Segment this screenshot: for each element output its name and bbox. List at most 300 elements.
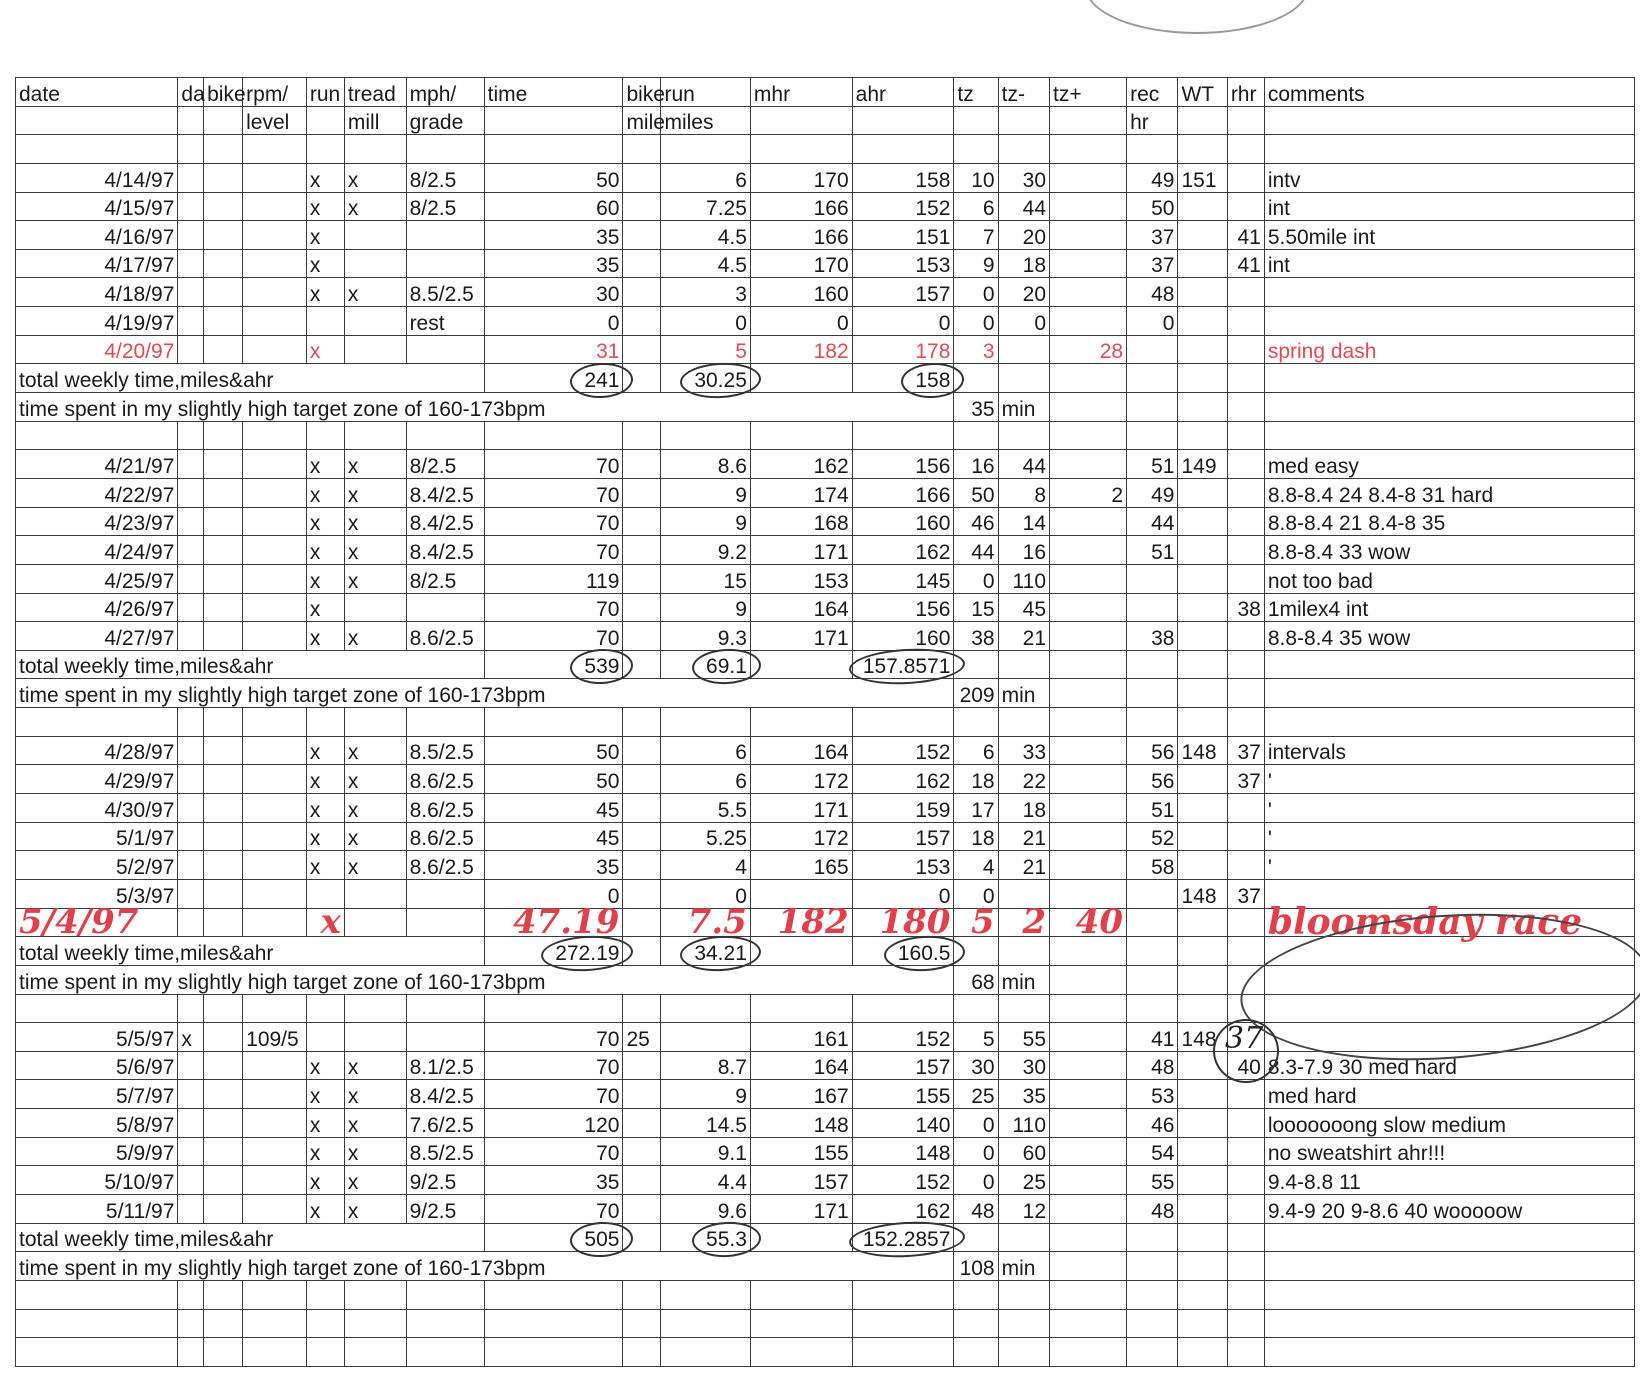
cell-mph: 9/2.5 <box>406 1194 484 1223</box>
cell-tread: x <box>344 851 406 880</box>
empty-cell <box>406 994 484 1023</box>
log-row <box>16 1194 1635 1223</box>
cell-wt: 149 <box>1178 450 1227 479</box>
empty-cell <box>484 1338 623 1367</box>
empty-cell <box>623 536 661 565</box>
cell-mhr: 170 <box>750 163 852 192</box>
cell-mhr: 153 <box>750 564 852 593</box>
cell-run: x <box>306 736 344 765</box>
empty-cell <box>204 708 243 737</box>
cell-time: 120 <box>484 1109 623 1138</box>
empty-cell <box>178 851 204 880</box>
empty-cell <box>243 478 307 507</box>
weekly-total-row <box>16 1223 1635 1252</box>
cell-comments: 8.3-7.9 30 med hard <box>1264 1051 1634 1080</box>
empty-cell <box>1178 1080 1227 1109</box>
empty-cell <box>852 994 954 1023</box>
empty-cell <box>1050 135 1127 164</box>
empty-cell <box>204 507 243 536</box>
empty-cell <box>306 421 344 450</box>
cell-date: 4/14/97 <box>16 163 178 192</box>
empty-cell <box>243 1309 307 1338</box>
empty-cell <box>243 994 307 1023</box>
empty-cell <box>1178 393 1227 422</box>
empty-cell <box>1227 564 1264 593</box>
empty-cell <box>1127 1223 1178 1252</box>
empty-cell <box>406 1338 484 1367</box>
cell-mhr: 182 <box>750 335 852 364</box>
empty-cell <box>178 1137 204 1166</box>
cell-ahr: 155 <box>852 1080 954 1109</box>
cell-tzminus: 60 <box>998 1137 1049 1166</box>
empty-cell <box>1178 622 1227 651</box>
empty-cell <box>484 1309 623 1338</box>
empty-cell <box>1178 794 1227 823</box>
cell-rec: 37 <box>1127 249 1178 278</box>
empty-cell <box>623 450 661 479</box>
cell-tread: x <box>344 1109 406 1138</box>
empty-cell <box>406 708 484 737</box>
empty-cell <box>1178 765 1227 794</box>
empty-cell <box>1127 1252 1178 1281</box>
cell-rec: 51 <box>1127 450 1178 479</box>
empty-cell <box>623 1338 661 1367</box>
empty-cell <box>1178 536 1227 565</box>
empty-cell <box>1264 278 1634 307</box>
empty-cell <box>243 851 307 880</box>
empty-cell <box>1050 278 1127 307</box>
empty-cell <box>1050 679 1127 708</box>
cell-run: x <box>306 192 344 221</box>
cell-rec: 55 <box>1127 1166 1178 1195</box>
cell-mph: 8/2.5 <box>406 192 484 221</box>
empty-cell <box>623 736 661 765</box>
log-row <box>16 507 1635 536</box>
race-ahr: 180 <box>852 908 954 937</box>
cell-time: 31 <box>484 335 623 364</box>
cell-mhr: 171 <box>750 794 852 823</box>
empty-cell <box>1050 249 1127 278</box>
cell-tz: 38 <box>954 622 998 651</box>
cell-date: 5/1/97 <box>16 822 178 851</box>
empty-cell <box>1178 278 1227 307</box>
cell-tz: 44 <box>954 536 998 565</box>
cell-mhr: 148 <box>750 1109 852 1138</box>
empty-cell <box>661 1023 750 1052</box>
empty-cell <box>243 1166 307 1195</box>
empty-cell <box>1178 1252 1227 1281</box>
empty-cell <box>1050 1194 1127 1223</box>
empty-cell <box>954 994 998 1023</box>
empty-cell <box>1050 1166 1127 1195</box>
cell-tzminus: 16 <box>998 536 1049 565</box>
empty-cell <box>1050 421 1127 450</box>
total-runmiles <box>661 937 750 966</box>
cell-mhr: 164 <box>750 736 852 765</box>
log-row <box>16 307 1635 336</box>
empty-cell <box>1227 679 1264 708</box>
circled-total-time: 272.19 <box>555 941 620 965</box>
empty-cell <box>1227 650 1264 679</box>
cell-runmiles: 6 <box>661 736 750 765</box>
empty-cell <box>1050 1338 1127 1367</box>
cell-date: 4/15/97 <box>16 192 178 221</box>
cell-time: 70 <box>484 1137 623 1166</box>
empty-cell <box>1127 679 1178 708</box>
cell-run: x <box>306 564 344 593</box>
header-comments: comments <box>1264 78 1634 107</box>
empty-cell <box>178 478 204 507</box>
circled-total-runmiles: 69.1 <box>706 655 747 679</box>
empty-cell <box>1127 364 1178 393</box>
cell-run: x <box>306 278 344 307</box>
empty-cell <box>243 1080 307 1109</box>
cell-rec: 51 <box>1127 794 1178 823</box>
cell-mph: 8/2.5 <box>406 450 484 479</box>
empty-cell <box>852 708 954 737</box>
log-row <box>16 851 1635 880</box>
empty-cell <box>178 307 204 336</box>
empty-cell <box>1227 1280 1264 1309</box>
cell-tread: x <box>344 450 406 479</box>
race-run: x <box>306 908 344 937</box>
empty-cell <box>1127 708 1178 737</box>
empty-cell <box>406 249 484 278</box>
cell-tread: x <box>344 622 406 651</box>
empty-cell <box>1050 650 1127 679</box>
empty-cell <box>178 994 204 1023</box>
cell-run: x <box>306 1166 344 1195</box>
cell-ahr: 158 <box>852 163 954 192</box>
empty-cell <box>204 1166 243 1195</box>
empty-cell <box>1227 937 1264 966</box>
empty-cell <box>750 1309 852 1338</box>
empty-cell <box>16 1338 178 1367</box>
cell-rhr: 37 <box>1227 765 1264 794</box>
empty-cell <box>1127 965 1178 994</box>
cell-comments: 9.4-8.8 11 <box>1264 1166 1634 1195</box>
cell-date: 5/8/97 <box>16 1109 178 1138</box>
cell-comments: ' <box>1264 794 1634 823</box>
empty-cell <box>623 879 661 908</box>
cell-tread: x <box>344 163 406 192</box>
empty-cell <box>344 1309 406 1338</box>
empty-cell <box>243 794 307 823</box>
cell-ahr: 153 <box>852 249 954 278</box>
empty-cell <box>750 364 852 393</box>
cell-date: 5/3/97 <box>16 879 178 908</box>
cell-tzminus: 12 <box>998 1194 1049 1223</box>
empty-cell <box>204 593 243 622</box>
cell-tzminus: 33 <box>998 736 1049 765</box>
empty-cell <box>1264 1223 1634 1252</box>
cell-mhr: 172 <box>750 765 852 794</box>
cell-runmiles: 4.5 <box>661 249 750 278</box>
cell-runmiles: 5 <box>661 335 750 364</box>
empty-cell <box>998 135 1049 164</box>
circled-total-runmiles: 30.25 <box>694 369 747 393</box>
cell-tz: 0 <box>954 1109 998 1138</box>
cell-tzminus: 30 <box>998 1051 1049 1080</box>
cell-tread: x <box>344 1194 406 1223</box>
empty-cell <box>1178 965 1227 994</box>
cell-rec: 56 <box>1127 765 1178 794</box>
race-time: 47.19 <box>484 908 623 937</box>
cell-runmiles: 9.2 <box>661 536 750 565</box>
empty-cell <box>1050 622 1127 651</box>
empty-cell <box>661 708 750 737</box>
cell-runmiles: 8.7 <box>661 1051 750 1080</box>
empty-cell <box>1264 364 1634 393</box>
cell-ahr: 160 <box>852 507 954 536</box>
cell-ahr: 160 <box>852 622 954 651</box>
cell-tread: x <box>344 478 406 507</box>
empty-cell <box>1050 794 1127 823</box>
cell-mph: 8.6/2.5 <box>406 765 484 794</box>
empty-cell <box>1050 965 1127 994</box>
empty-cell <box>204 163 243 192</box>
cell-mhr: 0 <box>750 307 852 336</box>
empty-cell <box>16 1309 178 1338</box>
cell-ahr: 156 <box>852 593 954 622</box>
empty-cell <box>306 1023 344 1052</box>
empty-cell <box>623 278 661 307</box>
cell-comments: 8.8-8.4 21 8.4-8 35 <box>1264 507 1634 536</box>
empty-cell <box>484 708 623 737</box>
cell-runmiles: 9.6 <box>661 1194 750 1223</box>
empty-cell <box>1127 421 1178 450</box>
empty-cell <box>750 708 852 737</box>
cell-tread: x <box>344 736 406 765</box>
race-tzplus: 40 <box>1050 908 1127 937</box>
cell-run: x <box>306 536 344 565</box>
empty-cell <box>1227 1252 1264 1281</box>
empty-cell <box>623 1080 661 1109</box>
empty-cell <box>204 622 243 651</box>
zone-time-row <box>16 393 1635 422</box>
log-row <box>16 822 1635 851</box>
empty-cell <box>1178 1309 1227 1338</box>
empty-cell <box>1264 307 1634 336</box>
empty-cell <box>661 421 750 450</box>
header-tzminus: tz- <box>998 78 1049 107</box>
cell-tzminus: 20 <box>998 278 1049 307</box>
cell-time: 50 <box>484 765 623 794</box>
empty-cell <box>1178 593 1227 622</box>
empty-cell <box>204 421 243 450</box>
cell-tread: x <box>344 765 406 794</box>
cell-comments: intervals <box>1264 736 1634 765</box>
cell-run: x <box>306 593 344 622</box>
empty-cell <box>998 1338 1049 1367</box>
training-log-sheet <box>15 77 1635 1367</box>
header-bikemiles: bike <box>623 78 661 107</box>
cell-mhr: 172 <box>750 822 852 851</box>
empty-cell <box>204 478 243 507</box>
empty-cell <box>1050 507 1127 536</box>
empty-cell <box>1050 1109 1127 1138</box>
empty-cell <box>623 1309 661 1338</box>
empty-cell <box>178 708 204 737</box>
empty-cell <box>1227 335 1264 364</box>
cell-tzminus: 18 <box>998 794 1049 823</box>
empty-cell <box>406 221 484 250</box>
log-row <box>16 221 1635 250</box>
empty-cell <box>243 708 307 737</box>
cell-time: 35 <box>484 1166 623 1195</box>
empty-cell <box>1178 478 1227 507</box>
empty-cell <box>1050 1280 1127 1309</box>
empty-cell <box>484 1280 623 1309</box>
empty-cell <box>1178 1194 1227 1223</box>
cell-tz: 16 <box>954 450 998 479</box>
header-row-2 <box>16 106 1635 135</box>
header-rhr: rhr <box>1227 78 1264 107</box>
cell-ahr: 156 <box>852 450 954 479</box>
empty-cell <box>1264 708 1634 737</box>
cell-run: x <box>306 163 344 192</box>
zone-minutes: 108 <box>954 1252 998 1281</box>
empty-cell <box>178 335 204 364</box>
cell-tread: x <box>344 507 406 536</box>
cell-tz: 25 <box>954 1080 998 1109</box>
cell-time: 70 <box>484 536 623 565</box>
empty-cell <box>1050 765 1127 794</box>
cell-tzminus: 18 <box>998 249 1049 278</box>
empty-cell <box>1178 650 1227 679</box>
empty-cell <box>204 564 243 593</box>
header-runmiles-line2: miles <box>661 106 750 135</box>
cell-tzminus: 25 <box>998 1166 1049 1195</box>
empty-cell <box>204 994 243 1023</box>
cell-time: 35 <box>484 249 623 278</box>
cell-mhr: 166 <box>750 221 852 250</box>
empty-cell <box>1127 335 1178 364</box>
empty-cell <box>406 593 484 622</box>
empty-cell <box>204 1023 243 1052</box>
empty-cell <box>344 307 406 336</box>
cell-runmiles: 5.25 <box>661 822 750 851</box>
empty-cell <box>1050 1051 1127 1080</box>
cell-rec: 48 <box>1127 278 1178 307</box>
log-row <box>16 335 1635 364</box>
empty-cell <box>178 421 204 450</box>
cell-mhr: 170 <box>750 249 852 278</box>
empty-cell <box>306 106 344 135</box>
cell-tzplus: 28 <box>1050 335 1127 364</box>
cell-mph: rest <box>406 307 484 336</box>
empty-cell <box>750 650 852 679</box>
empty-cell <box>1178 335 1227 364</box>
empty-cell <box>1127 1280 1178 1309</box>
header-bikemiles-line2: mile <box>623 106 661 135</box>
cell-date: 4/24/97 <box>16 536 178 565</box>
cell-run: x <box>306 794 344 823</box>
empty-cell <box>998 364 1049 393</box>
empty-cell <box>661 1309 750 1338</box>
empty-cell <box>344 335 406 364</box>
cell-runmiles: 6 <box>661 163 750 192</box>
empty-cell <box>1227 393 1264 422</box>
cell-mhr: 162 <box>750 450 852 479</box>
empty-cell <box>1127 564 1178 593</box>
cell-ahr: 145 <box>852 564 954 593</box>
empty-cell <box>623 1166 661 1195</box>
rhr-total-handwritten: 37 <box>1225 1021 1264 1056</box>
cell-run: x <box>306 1137 344 1166</box>
cell-runmiles: 3 <box>661 278 750 307</box>
cell-mhr: 164 <box>750 1051 852 1080</box>
empty-cell <box>1178 135 1227 164</box>
header-time: time <box>484 78 623 107</box>
cell-ahr: 162 <box>852 536 954 565</box>
cell-mph: 8.5/2.5 <box>406 736 484 765</box>
cell-date: 4/26/97 <box>16 593 178 622</box>
empty-cell <box>954 1309 998 1338</box>
empty-cell <box>243 249 307 278</box>
empty-cell <box>1050 536 1127 565</box>
cell-tz: 9 <box>954 249 998 278</box>
cell-rec: 0 <box>1127 307 1178 336</box>
cell-mph: 8.4/2.5 <box>406 478 484 507</box>
circled-total-ahr: 157.8571 <box>862 655 951 679</box>
cell-runmiles: 6 <box>661 765 750 794</box>
cell-comments: ' <box>1264 822 1634 851</box>
cell-mhr: 171 <box>750 622 852 651</box>
cell-tzminus: 44 <box>998 450 1049 479</box>
cell-rhr: 38 <box>1227 593 1264 622</box>
empty-cell <box>178 794 204 823</box>
empty-cell <box>623 794 661 823</box>
empty-cell <box>344 1338 406 1367</box>
cell-date: 4/20/97 <box>16 335 178 364</box>
zone-time-row <box>16 679 1635 708</box>
cell-rec: 44 <box>1127 507 1178 536</box>
cell-runmiles: 4.4 <box>661 1166 750 1195</box>
empty-cell <box>998 1223 1049 1252</box>
empty-cell <box>178 1166 204 1195</box>
empty-cell <box>344 135 406 164</box>
race-date: 5/4/97 <box>16 908 178 937</box>
cell-mhr: 171 <box>750 1194 852 1223</box>
empty-cell <box>1050 1137 1127 1166</box>
empty-cell <box>204 1194 243 1223</box>
cell-comments: 8.8-8.4 33 wow <box>1264 536 1634 565</box>
empty-cell <box>204 879 243 908</box>
cell-mhr: 160 <box>750 278 852 307</box>
total-ahr <box>852 1223 954 1252</box>
cell-tz: 17 <box>954 794 998 823</box>
empty-cell <box>1178 507 1227 536</box>
empty-cell <box>1227 421 1264 450</box>
empty-cell <box>1127 593 1178 622</box>
cell-tz: 5 <box>954 1023 998 1052</box>
total-ahr <box>852 364 954 393</box>
cell-time: 35 <box>484 851 623 880</box>
empty-cell <box>954 135 998 164</box>
empty-cell <box>750 135 852 164</box>
empty-cell <box>623 994 661 1023</box>
empty-cell <box>344 1023 406 1052</box>
cell-date: 5/2/97 <box>16 851 178 880</box>
race-mhr: 182 <box>750 908 852 937</box>
empty-cell <box>750 106 852 135</box>
empty-cell <box>1264 421 1634 450</box>
empty-cell <box>998 650 1049 679</box>
empty-cell <box>661 994 750 1023</box>
empty-cell <box>243 135 307 164</box>
cell-runmiles: 5.5 <box>661 794 750 823</box>
